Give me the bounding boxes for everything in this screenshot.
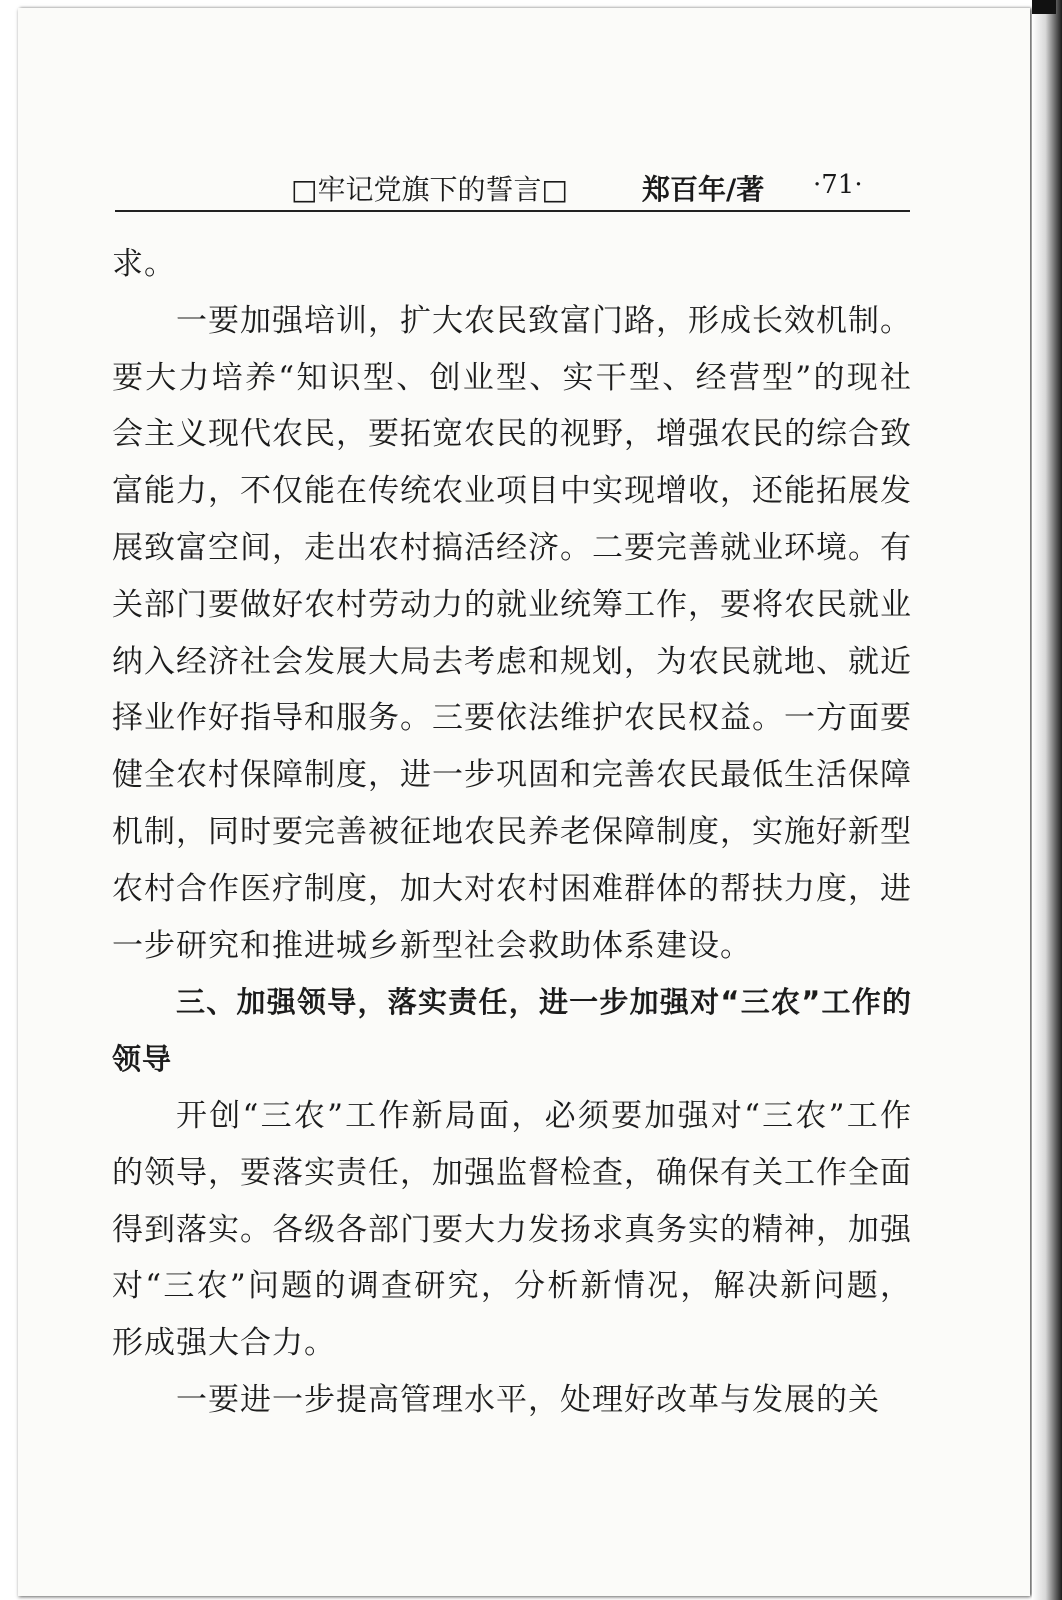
scan-edge-shadow (1032, 0, 1062, 1600)
paragraph: 一要加强培训，扩大农民致富门路，形成长效机制。要大力培养“知识型、创业型、实干型、经营型”的现社会主义现代农民，要拓宽农民的视野，增强农民的综合致富能力，不仅能在传统农业项目中实现增收，还能拓展发展致富空间，走出农村搞活经济。二要完善就业环境。有关部门要做好农村劳动力的就业统筹工作，要将农民就业纳入经济社会发展大局去考虑和规划，为农民就地、就近择业作好指导和服务。三要依法维护农民权益。一方面要健全农村保障制度，进一步巩固和完善农民最低生活保障机制，同时要完善被征地农民养老保障制度，实施好新型农村合作医疗制度，加大对农村困难群体的帮扶力度，进一步研究和推进城乡新型社会救助体系建设。 (112, 302, 912, 964)
section-heading: 三、加强领导，落实责任，进一步加强对“三农”工作的领导 (112, 985, 912, 1077)
header-author: 郑百年/著 (642, 173, 765, 206)
running-header (115, 166, 910, 210)
header-book-title: □牢记党旗下的誓言□ (291, 173, 568, 206)
header-rule (115, 210, 910, 212)
paragraph: 一要进一步提高管理水平，处理好改革与发展的关 (176, 1381, 880, 1418)
paragraph: 开创“三农”工作新局面，必须要加强对“三农”工作的领导，要落实责任，加强监督检查，确保有关工作全面得到落实。各级各部门要大力发扬求真务实的精神，加强对“三农”问题的调查研究，分析新情况，解决新问题，形成强大合力。 (112, 1097, 912, 1362)
body-text (112, 236, 912, 1429)
header-page-number: ·71· (813, 170, 863, 200)
paragraph-continuation: 求。 (112, 246, 176, 282)
scan-corner-mark (1032, 0, 1056, 14)
